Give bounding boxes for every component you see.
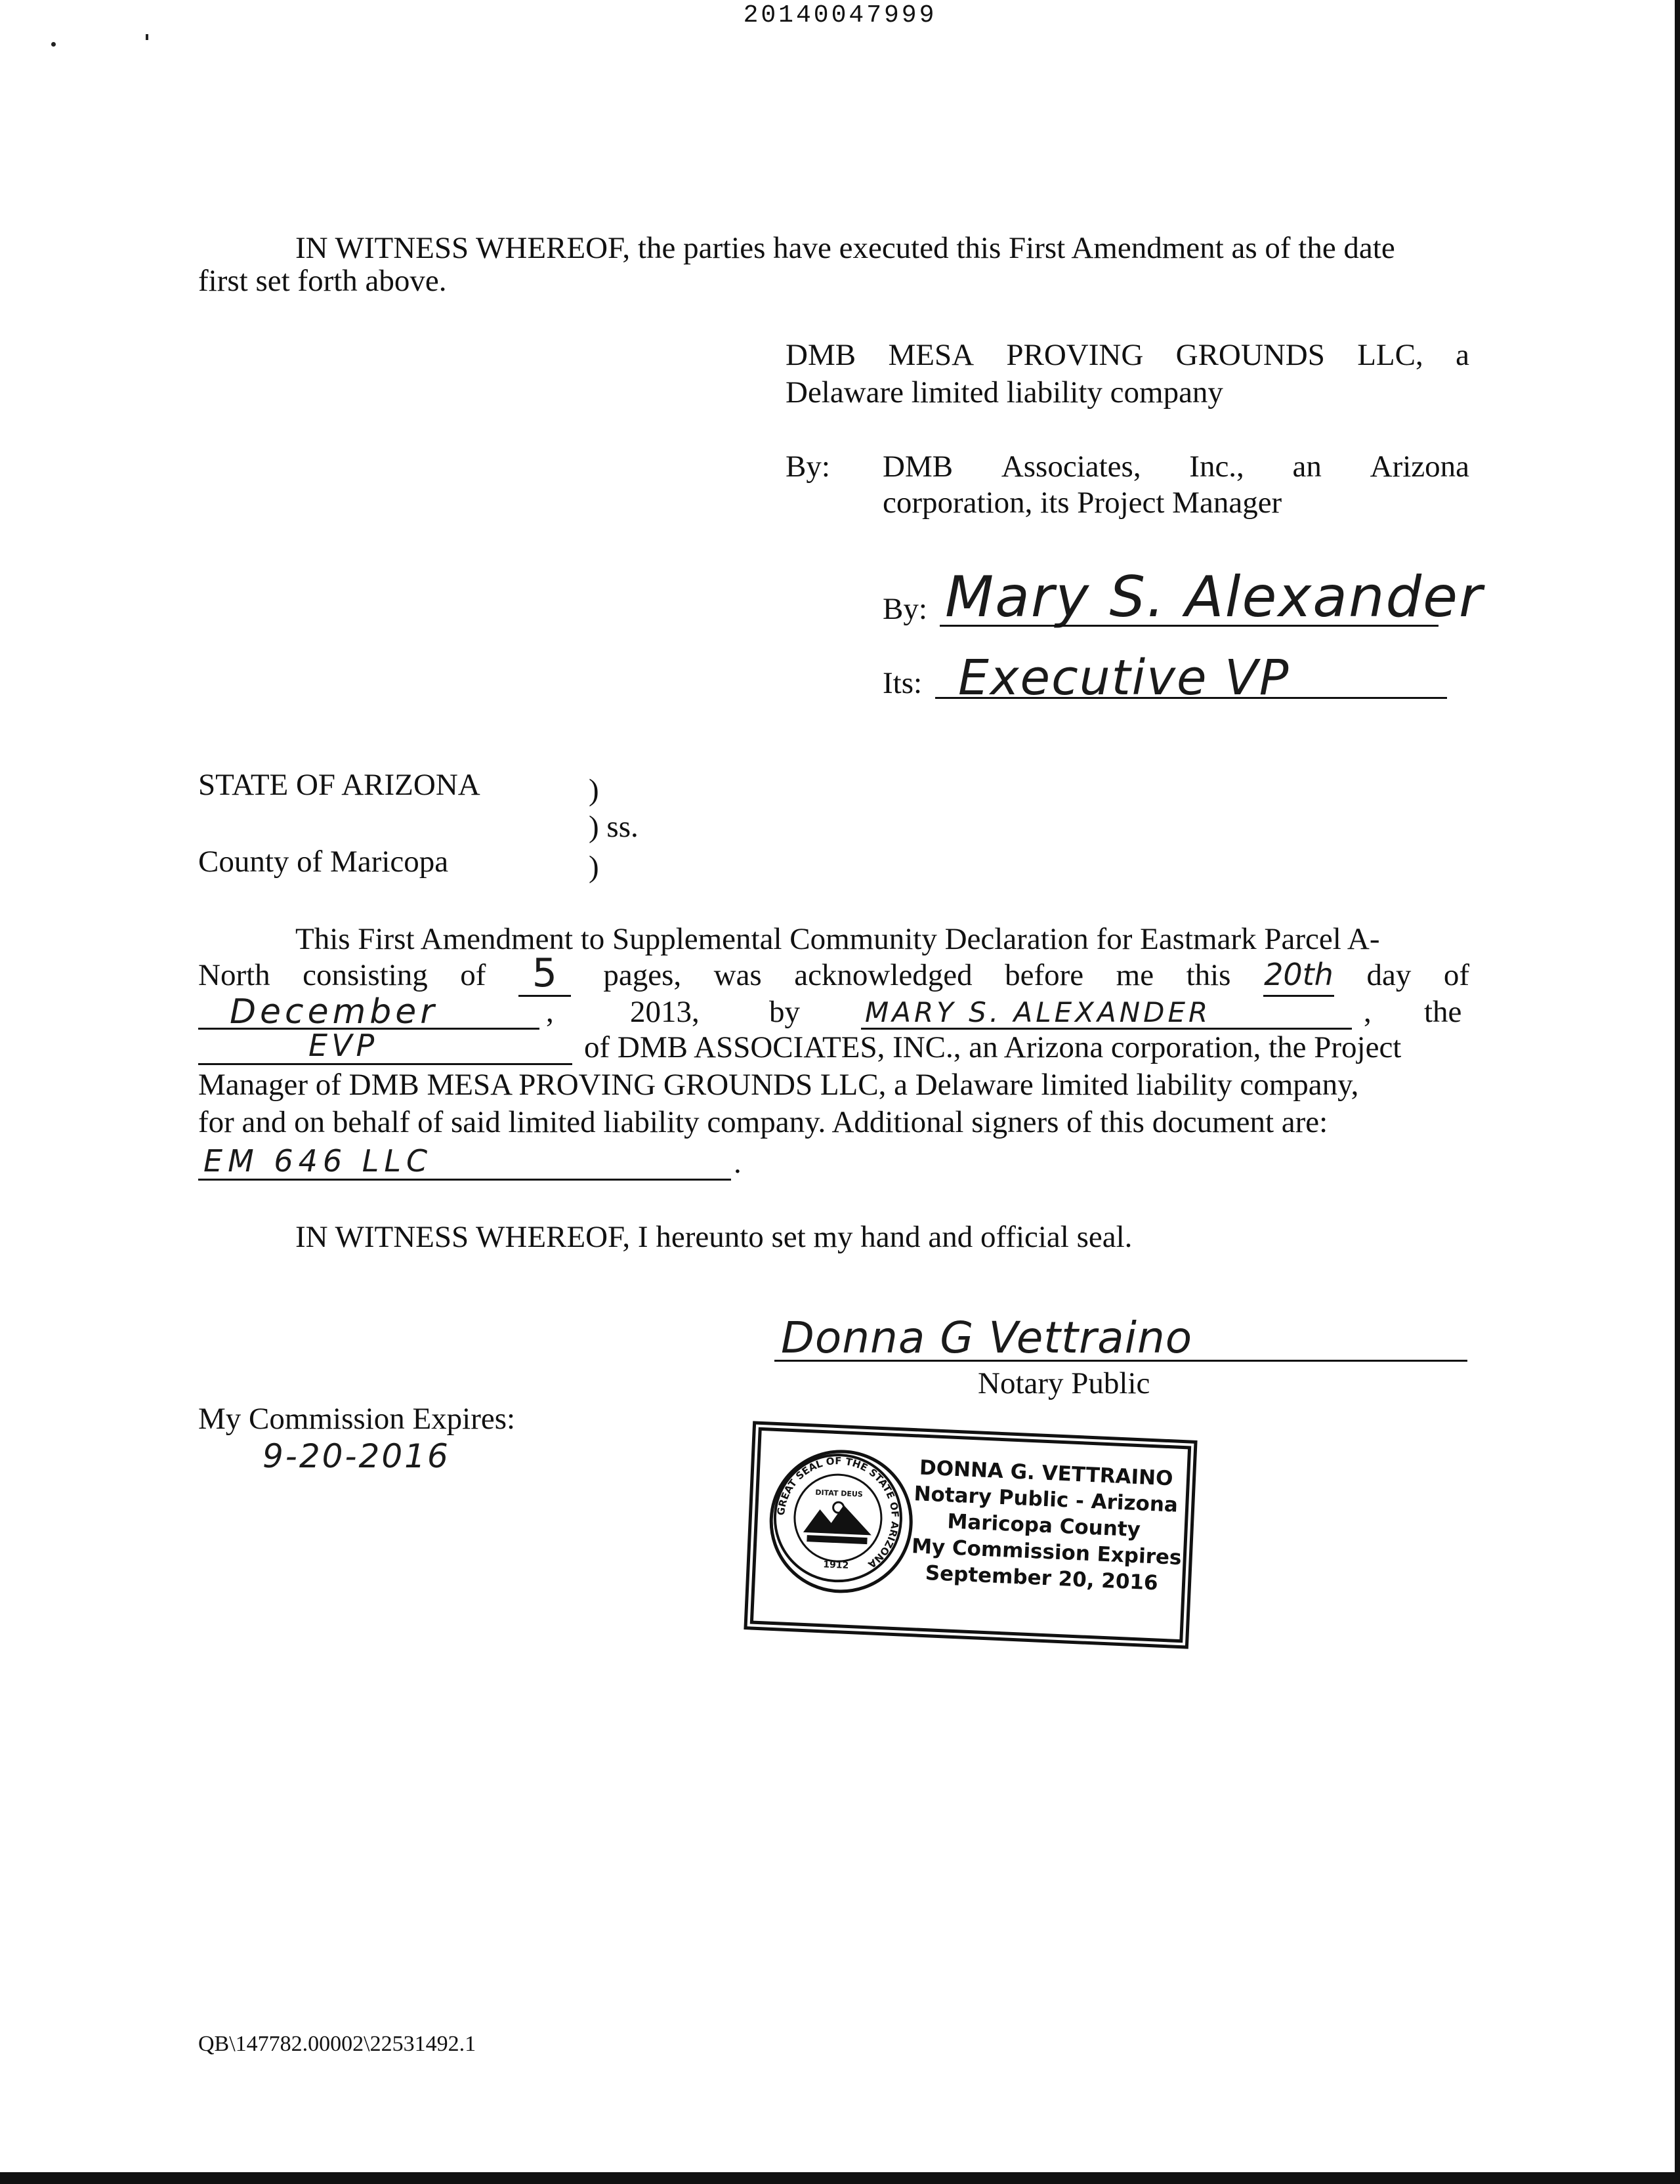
commission-date-handwritten: 9-20-2016 xyxy=(262,1437,450,1475)
signature-by-line xyxy=(940,625,1438,627)
signature-mary-alexander: Mary S. Alexander xyxy=(945,564,1484,630)
ack-word: this xyxy=(1186,958,1231,992)
seal-ring-svg xyxy=(766,1447,909,1589)
day-field xyxy=(1263,957,1334,997)
ack-word: North xyxy=(198,958,270,992)
company-word: MESA xyxy=(888,338,975,372)
by-entity-word: an xyxy=(1292,450,1322,484)
by-entity-word: Arizona xyxy=(1370,450,1469,484)
ack-word: was xyxy=(713,958,762,992)
by-label: By: xyxy=(786,450,830,484)
title-line xyxy=(198,1063,572,1065)
footer-document-ref: QB\147782.00002\22531492.1 xyxy=(198,2032,476,2056)
ack-word: pages, xyxy=(603,958,682,992)
title-handwritten: EVP xyxy=(308,1028,379,1063)
its-line xyxy=(935,697,1447,699)
company-word: a xyxy=(1456,338,1469,372)
month-comma: , xyxy=(546,995,554,1029)
seal-motto: DITAT DEUS xyxy=(815,1488,864,1499)
notary-stamp xyxy=(744,1421,1197,1648)
seal-ring-text: GREAT SEAL OF THE STATE OF ARIZONA xyxy=(774,1455,902,1571)
additional-signer-handwritten: EM 646 LLC xyxy=(203,1143,433,1179)
ack-line2 xyxy=(198,950,1469,997)
ack-word: acknowledged xyxy=(794,958,973,992)
ack-word: of xyxy=(460,958,486,992)
company-word: PROVING xyxy=(1006,338,1144,372)
witness-seal-statement: IN WITNESS WHEREOF, I hereunto set my hand and official seal. xyxy=(295,1220,1133,1254)
year-text: 2013, xyxy=(630,995,700,1029)
company-name-line xyxy=(786,337,1469,373)
ack-word: me xyxy=(1116,958,1154,992)
its-label: Its: xyxy=(883,666,923,700)
stamp-text-block xyxy=(910,1454,1183,1597)
pages-field xyxy=(518,950,571,997)
by-text: by xyxy=(769,995,800,1029)
by-entity-word: Associates, xyxy=(1001,450,1141,484)
signer-comma: , xyxy=(1364,995,1372,1029)
seal-mountain-icon xyxy=(803,1503,873,1535)
stamp-notary-name: DONNA G. VETTRAINO xyxy=(919,1456,1174,1491)
pages-handwritten: 5 xyxy=(532,950,557,996)
commission-label: My Commission Expires: xyxy=(198,1402,516,1436)
venue-paren-1: ) xyxy=(589,773,599,807)
ack-word: before xyxy=(1005,958,1084,992)
seal-field-icon xyxy=(807,1535,867,1544)
signer-handwritten: MARY S. ALEXANDER xyxy=(865,996,1211,1028)
document-number: 20140047999 xyxy=(743,1,937,30)
its-value-handwritten: Executive VP xyxy=(958,650,1290,706)
signature-by-label: By: xyxy=(883,592,927,626)
venue-paren-2: ) xyxy=(589,850,599,884)
ack-line6: for and on behalf of said limited liability company. Additional signers of this document are: xyxy=(198,1105,1328,1139)
venue-county: County of Maricopa xyxy=(198,845,449,879)
seal-year: 1912 xyxy=(822,1559,849,1571)
scan-speck-2 xyxy=(146,34,148,40)
scan-speck-1 xyxy=(51,42,56,47)
scan-border-bottom xyxy=(0,2172,1680,2184)
ack-line5: Manager of DMB MESA PROVING GROUNDS LLC, a Delaware limited liability company, xyxy=(198,1068,1359,1102)
ack-word: day xyxy=(1366,958,1412,992)
witness-paragraph-line1: IN WITNESS WHEREOF, the parties have executed this First Amendment as of the date xyxy=(295,231,1395,265)
witness-paragraph-line2: first set forth above. xyxy=(198,264,447,298)
stamp-title: Notary Public - Arizona xyxy=(913,1482,1179,1517)
company-word: LLC, xyxy=(1357,338,1423,372)
stamp-county: Maricopa County xyxy=(946,1509,1141,1542)
ack-line4-rest: of DMB ASSOCIATES, INC., an Arizona corporation, the Project xyxy=(584,1030,1402,1064)
month-handwritten: December xyxy=(230,992,438,1032)
venue-ss: ) ss. xyxy=(589,810,639,844)
day-handwritten: 20th xyxy=(1264,957,1334,992)
company-type-line: Delaware limited liability company xyxy=(786,375,1223,410)
additional-signer-line xyxy=(198,1179,731,1181)
notary-public-label: Notary Public xyxy=(978,1366,1150,1400)
ack-word: of xyxy=(1443,958,1469,992)
notary-signature-line xyxy=(774,1360,1467,1362)
by-entity-word: Inc., xyxy=(1189,450,1244,484)
stamp-expires-label: My Commission Expires xyxy=(911,1534,1183,1570)
notary-signature: Donna G Vettraino xyxy=(781,1312,1193,1363)
venue-state: STATE OF ARIZONA xyxy=(198,768,480,802)
additional-signer-period: . xyxy=(734,1146,742,1180)
ack-word: consisting xyxy=(303,958,428,992)
by-entity-line2: corporation, its Project Manager xyxy=(883,486,1282,520)
company-word: DMB xyxy=(786,338,856,372)
by-entity-word: DMB xyxy=(883,450,954,484)
the-text: the xyxy=(1424,995,1462,1029)
stamp-expires-date: September 20, 2016 xyxy=(925,1561,1159,1595)
by-entity-line xyxy=(883,448,1469,485)
company-word: GROUNDS xyxy=(1175,338,1325,372)
scan-border-right xyxy=(1675,0,1680,2184)
state-seal xyxy=(766,1447,915,1596)
ack-line1: This First Amendment to Supplemental Community Declaration for Eastmark Parcel A- xyxy=(295,922,1380,956)
